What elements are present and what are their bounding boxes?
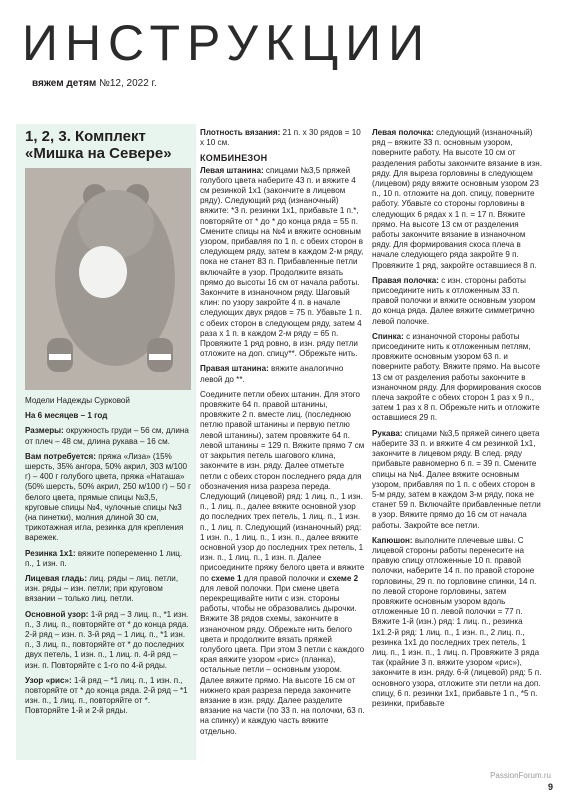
para-right-front: Правая полочка: с изн. стороны работы присоедините нить к отложенным 33 п. правой полочки и вяжите основным узором до конца ряда. Далее вяжите симметрично левой полочке. xyxy=(372,275,536,326)
magazine-name: вяжем детям xyxy=(32,78,97,89)
para-seed-pattern: Узор «рис»: 1-й ряд – *1 лиц. п., 1 изн. п., повторяйте от * до конца ряда. 2-й ряд – *1 изн. п., 1 лиц. п., повторяйте от *. Повторяйте 1-й и 2-й ряды. xyxy=(25,675,188,716)
para-sizes: Размеры: окружность груди – 56 см, длина от плеч – 48 см, длина рукава – 16 см. xyxy=(25,426,189,446)
article-title-line-1: 1, 2, 3. Комплект xyxy=(25,128,146,145)
issue-line xyxy=(32,78,157,89)
para-sleeves: Рукава: спицами №3,5 пряжей синего цвета наберите 33 п. и вяжите 4 см резинкой 1x1, закончите в лицевом ряду. В след. ряду прибавьте равномерно 6 п. = 39 п. Смените спицы на №4. Далее вяжите основным узором, прибавляя по 1 п. с обеих сторон в 5-м ряду, затем в каждом 3-м ряду, пока не станет 59 п. Включайте прибавленные петли в узор. Вяжите прямо до 16 см от начала работы. Закройте все петли. xyxy=(372,428,541,530)
article-title-line-2: «Мишка на Севере» xyxy=(25,145,172,162)
watermark: PassionForum.ru xyxy=(490,771,551,780)
para-main-pattern: Основной узор: 1-й ряд – 3 лиц. п., *1 изн. п., 3 лиц. п., повторяйте от * до конца ряда. 2-й ряд – изн. п. 3-й ряд – 1 лиц. п., *1 изн. п., 3 лиц. п., повторяйте от * до последних двух петель, 1 изн. п., 1 лиц. п. 4-й ряд – изн. п. Повторяйте с 1-го по 4-й ряды. xyxy=(25,609,189,670)
para-join: Соедините петли обеих штанин. Для этого провяжите 64 п. правой штанины, провяжите 2 п. вместе лиц. (последнюю петлю правой штанины и первую петлю левой штанины), затем провяжите 64 п. левой штанины = 129 п. Вяжите прямо 7 см от закрытия петель шагового клина, закончите в изн. ряду. Далее отметьте петли с обеих сторон последнего ряда для обозначения низа разреза переда. Следующий (лицевой) ряд: 1 лиц. п., 1 изн. п., 1 лиц. п., далее вяжите основной узор до последних трех петель, 1 лиц. п., 1 изн. п., 1 лиц. п. Следующий (изнаночный) ряд: 1 изн. п., 1 лиц. п., 1 изн. п., далее вяжите основной узор до последних трех петель, 1 изн. п., 1 лиц. п., 1 изн. п. Далее присоедините пряжу белого цвета и вяжите по схеме 1 для правой полочки и схеме 2 для левой полочки. При смене цвета перекрещивайте нити с изн. стороны работы, чтобы не образовались дырочки. Вяжите 38 рядов схемы, закончите в изнаночном ряду. Обрежьте нить белого цвета и продолжите вязать пряжей голубого цвета. При этом 3 петли с каждого края вяжите узором «рис» (планка), остальные петли – основным узором. Далее вяжите прямо. На высоте 16 см от нижнего края разреза переда закончите вязание в изн. ряду. Далее разделите вязание на части (по 33 п. на полочки, 63 п. на спинку) и каждую часть вяжите отдельно. xyxy=(200,389,365,736)
para-materials: Вам потребуется: пряжа «Лиза» (15% шерсть, 35% ангора, 50% акрил, 303 м/100 г) – 400 г голубого цвета, пряжа «Наташа» (50% шерсть, 50% акрил, 250 м/100 г) – 50 г белого цвета, прямые спицы №3,5, круговые спицы №4, чулочные спицы №3 (на пинетки), молния длиной 30 см, трикотажная игла, резинка для крепления варежек. xyxy=(25,451,192,543)
baby-overall-photo xyxy=(25,168,191,390)
issue-number: №12, 2022 г. xyxy=(99,78,157,89)
section-heading-overall: КОМБИНЕЗОН xyxy=(200,153,268,164)
article-title xyxy=(25,128,191,162)
author-line: Модели Надежды Сурковой xyxy=(25,396,130,405)
section-title: ИНСТРУКЦИИ xyxy=(22,15,432,71)
para-hood: Капюшон: выполните плечевые швы. С лицевой стороны работы перенесите на правую спицу отложенные 10 п. правой полочки, наберите 14 п. по правой стороне горловины, 29 п. по горловине спинки, 14 п. по левой стороне горловины, затем провяжите основным узором вдоль отложенные 10 п. левой полочки = 77 п. Вяжите 1-й (изн.) ряд: 1 лиц. п., резинка 1x1.2-й ряд: 1 лиц. п., 1 изн. п., 2 лиц. п., резинка 1x1 до последних трех петель, 1 лиц. п., 1 изн. п., 1 лиц. п. Провяжите 3 ряда так (крайние 3 п. вяжите узором «рис»), закончите в изн. ряду. 6-й (лицевой) ряд: 5 п. основного узора, отложите эти петли на доп. спицу, 6 п. резинки 1x1, прибавьте 1 п., *5 п. резинки, прибавьте xyxy=(372,535,542,708)
para-left-front: Левая полочка: следующий (изнаночный) ряд – вяжите 33 п. основным узором, поверните работу. На высоте 10 см от разделения работы закончите вязание в изн. ряду. Для выреза горловины в следующем (лицевом) ряду вяжите основным узором 23 п., 10 п. отложите на доп. спицу, поверните работу. Убавьте со стороны горловины в следующих 6 рядах x 1 п. = 17 п. Вяжите прямо. На высоте 13 см от разделения работы закончите вязание в изнаночном ряду. Для формирования скоса плеча в начале следующего ряда закройте 9 п. Провяжите 1 ряд, закройте оставшиеся 8 п. xyxy=(372,128,542,270)
para-left-leg: Левая штанина: спицами №3,5 пряжей голубого цвета наберите 43 п. и вяжите 4 см резинкой 1x1 (закончите в лицевом ряду). Следующий ряд (изнаночный) вяжите: *3 п. резинки 1x1, прибавьте 1 п.*, повторяйте от * до * до конца ряда = 55 п. Смените спицы на №4 и вяжите основным узором, прибавляя по 1 п. с обеих сторон в следующем ряду, затем в каждом 2-м ряду, пока не станет 83 п. Прибавленные петли включайте в узор. Продолжите вязать прямо до высоты 16 см от начала работы. Закончите в изнаночном ряду. Шаговый клин: по узору закройте 4 п. в начале следующих двух рядов = 75 п. Убавьте 1 п. с обеих сторон в следующем ряду, затем 4 раза x 1 п. в каждом 2-м ряду = 65 п. Провяжите 1 ряд ровно, в изн. ряду петли отложите на доп. спицу**. Обрежьте нить. xyxy=(200,165,364,359)
para-density: Плотность вязания: 21 п. x 30 рядов = 10 x 10 см. xyxy=(200,128,361,148)
column-1 xyxy=(25,128,191,722)
column-2 xyxy=(200,128,366,742)
para-right-leg: Правая штанина: вяжите аналогично левой до **. xyxy=(200,364,344,384)
para-stockinette: Лицевая гладь: лиц. ряды – лиц. петли, изн. ряды – изн. петли; при круговом вязании – только лиц. петли. xyxy=(25,574,179,604)
column-3 xyxy=(372,128,542,714)
para-back: Спинка: с изнаночной стороны работы присоедините нить к отложенным петлям, провяжите основным узором 63 п. и поверните работу. Вяжите прямо. На высоте 13 см от разделения работы закончите в изнаночном ряду. Для формирования скосов плеча закройте с обеих сторон 1 раз x 9 п., затем 1 раз x 8 п. Обрежьте нить и отложите оставшиеся 29 п. xyxy=(372,331,542,423)
age-line: На 6 месяцев – 1 год xyxy=(25,411,108,421)
page-number: 9 xyxy=(547,782,553,792)
para-rib: Резинка 1x1: вяжите попеременно 1 лиц. п., 1 изн. п. xyxy=(25,548,183,568)
